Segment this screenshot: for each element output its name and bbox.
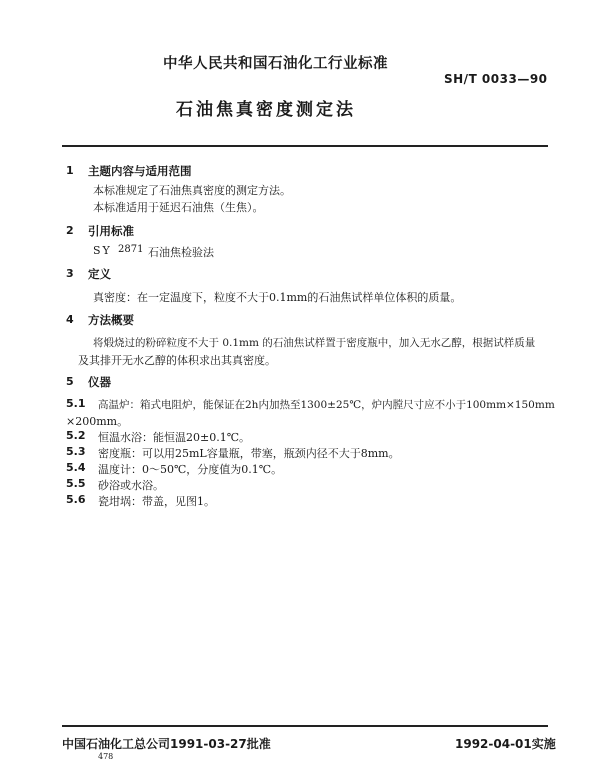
item-5-3-text: 密度瓶：可以用25mL容量瓶，带塞，瓶颈内径不大于8mm。 xyxy=(98,447,400,460)
item-5-3-number: 5.3 xyxy=(66,445,86,458)
item-5-5-text: 砂浴或水浴。 xyxy=(98,479,164,492)
section-5-number: 5 xyxy=(66,375,74,388)
page-number: 478 xyxy=(98,752,114,761)
section-4-title: 方法概要 xyxy=(88,313,134,327)
section-3-number: 3 xyxy=(66,267,74,280)
standard-code: SH/T 0033—90 xyxy=(444,72,548,86)
section-1-number: 1 xyxy=(66,164,74,177)
section-2-title: 引用标准 xyxy=(88,224,134,238)
method-summary-line-2: 及其排开无水乙醇的体积求出其真密度。 xyxy=(78,354,276,367)
method-summary-line-1: 将煅烧过的粉碎粒度不大于 0.1mm 的石油焦试样置于密度瓶中，加入无水乙醇，根据试样质量 xyxy=(93,337,536,349)
section-1-line-1: 本标准规定了石油焦真密度的测定方法。 xyxy=(93,184,291,197)
reference-number: 2871 xyxy=(118,244,144,255)
item-5-6-text: 瓷坩埚：带盖，见图1。 xyxy=(98,495,215,508)
definition-text: 真密度：在一定温度下，粒度不大于0.1mm的石油焦试样单位体积的质量。 xyxy=(93,291,462,304)
document-title: 石油焦真密度测定法 xyxy=(176,100,356,120)
section-3-title: 定义 xyxy=(88,267,111,281)
item-5-1-continuation: ×200mm。 xyxy=(66,415,129,428)
item-5-1-number: 5.1 xyxy=(66,397,86,410)
approval-date: 中国石油化工总公司1991-03-27批准 xyxy=(62,737,271,751)
item-5-5-number: 5.5 xyxy=(66,477,86,490)
issuing-authority: 中华人民共和国石油化工行业标准 xyxy=(163,56,388,72)
header-divider xyxy=(62,145,548,147)
item-5-6-number: 5.6 xyxy=(66,493,86,506)
implementation-date: 1992-04-01实施 xyxy=(455,737,556,751)
section-1-line-2: 本标准适用于延迟石油焦（生焦）。 xyxy=(93,201,264,214)
section-1-title: 主题内容与适用范围 xyxy=(88,164,192,178)
footer-divider xyxy=(62,725,548,727)
section-4-number: 4 xyxy=(66,313,74,326)
item-5-1-text: 高温炉：箱式电阻炉，能保证在2h内加热至1300±25℃，炉内膛尺寸应不小于100mm×150mm xyxy=(98,399,555,411)
item-5-4-text: 温度计：0～50℃，分度值为0.1℃。 xyxy=(98,463,283,476)
section-5-title: 仪器 xyxy=(88,375,111,389)
reference-title: 石油焦检验法 xyxy=(148,246,214,259)
section-2-number: 2 xyxy=(66,224,74,237)
item-5-2-number: 5.2 xyxy=(66,429,86,442)
item-5-2-text: 恒温水浴：能恒温20±0.1℃。 xyxy=(98,431,251,444)
item-5-4-number: 5.4 xyxy=(66,461,86,474)
reference-code: SY xyxy=(93,244,112,257)
